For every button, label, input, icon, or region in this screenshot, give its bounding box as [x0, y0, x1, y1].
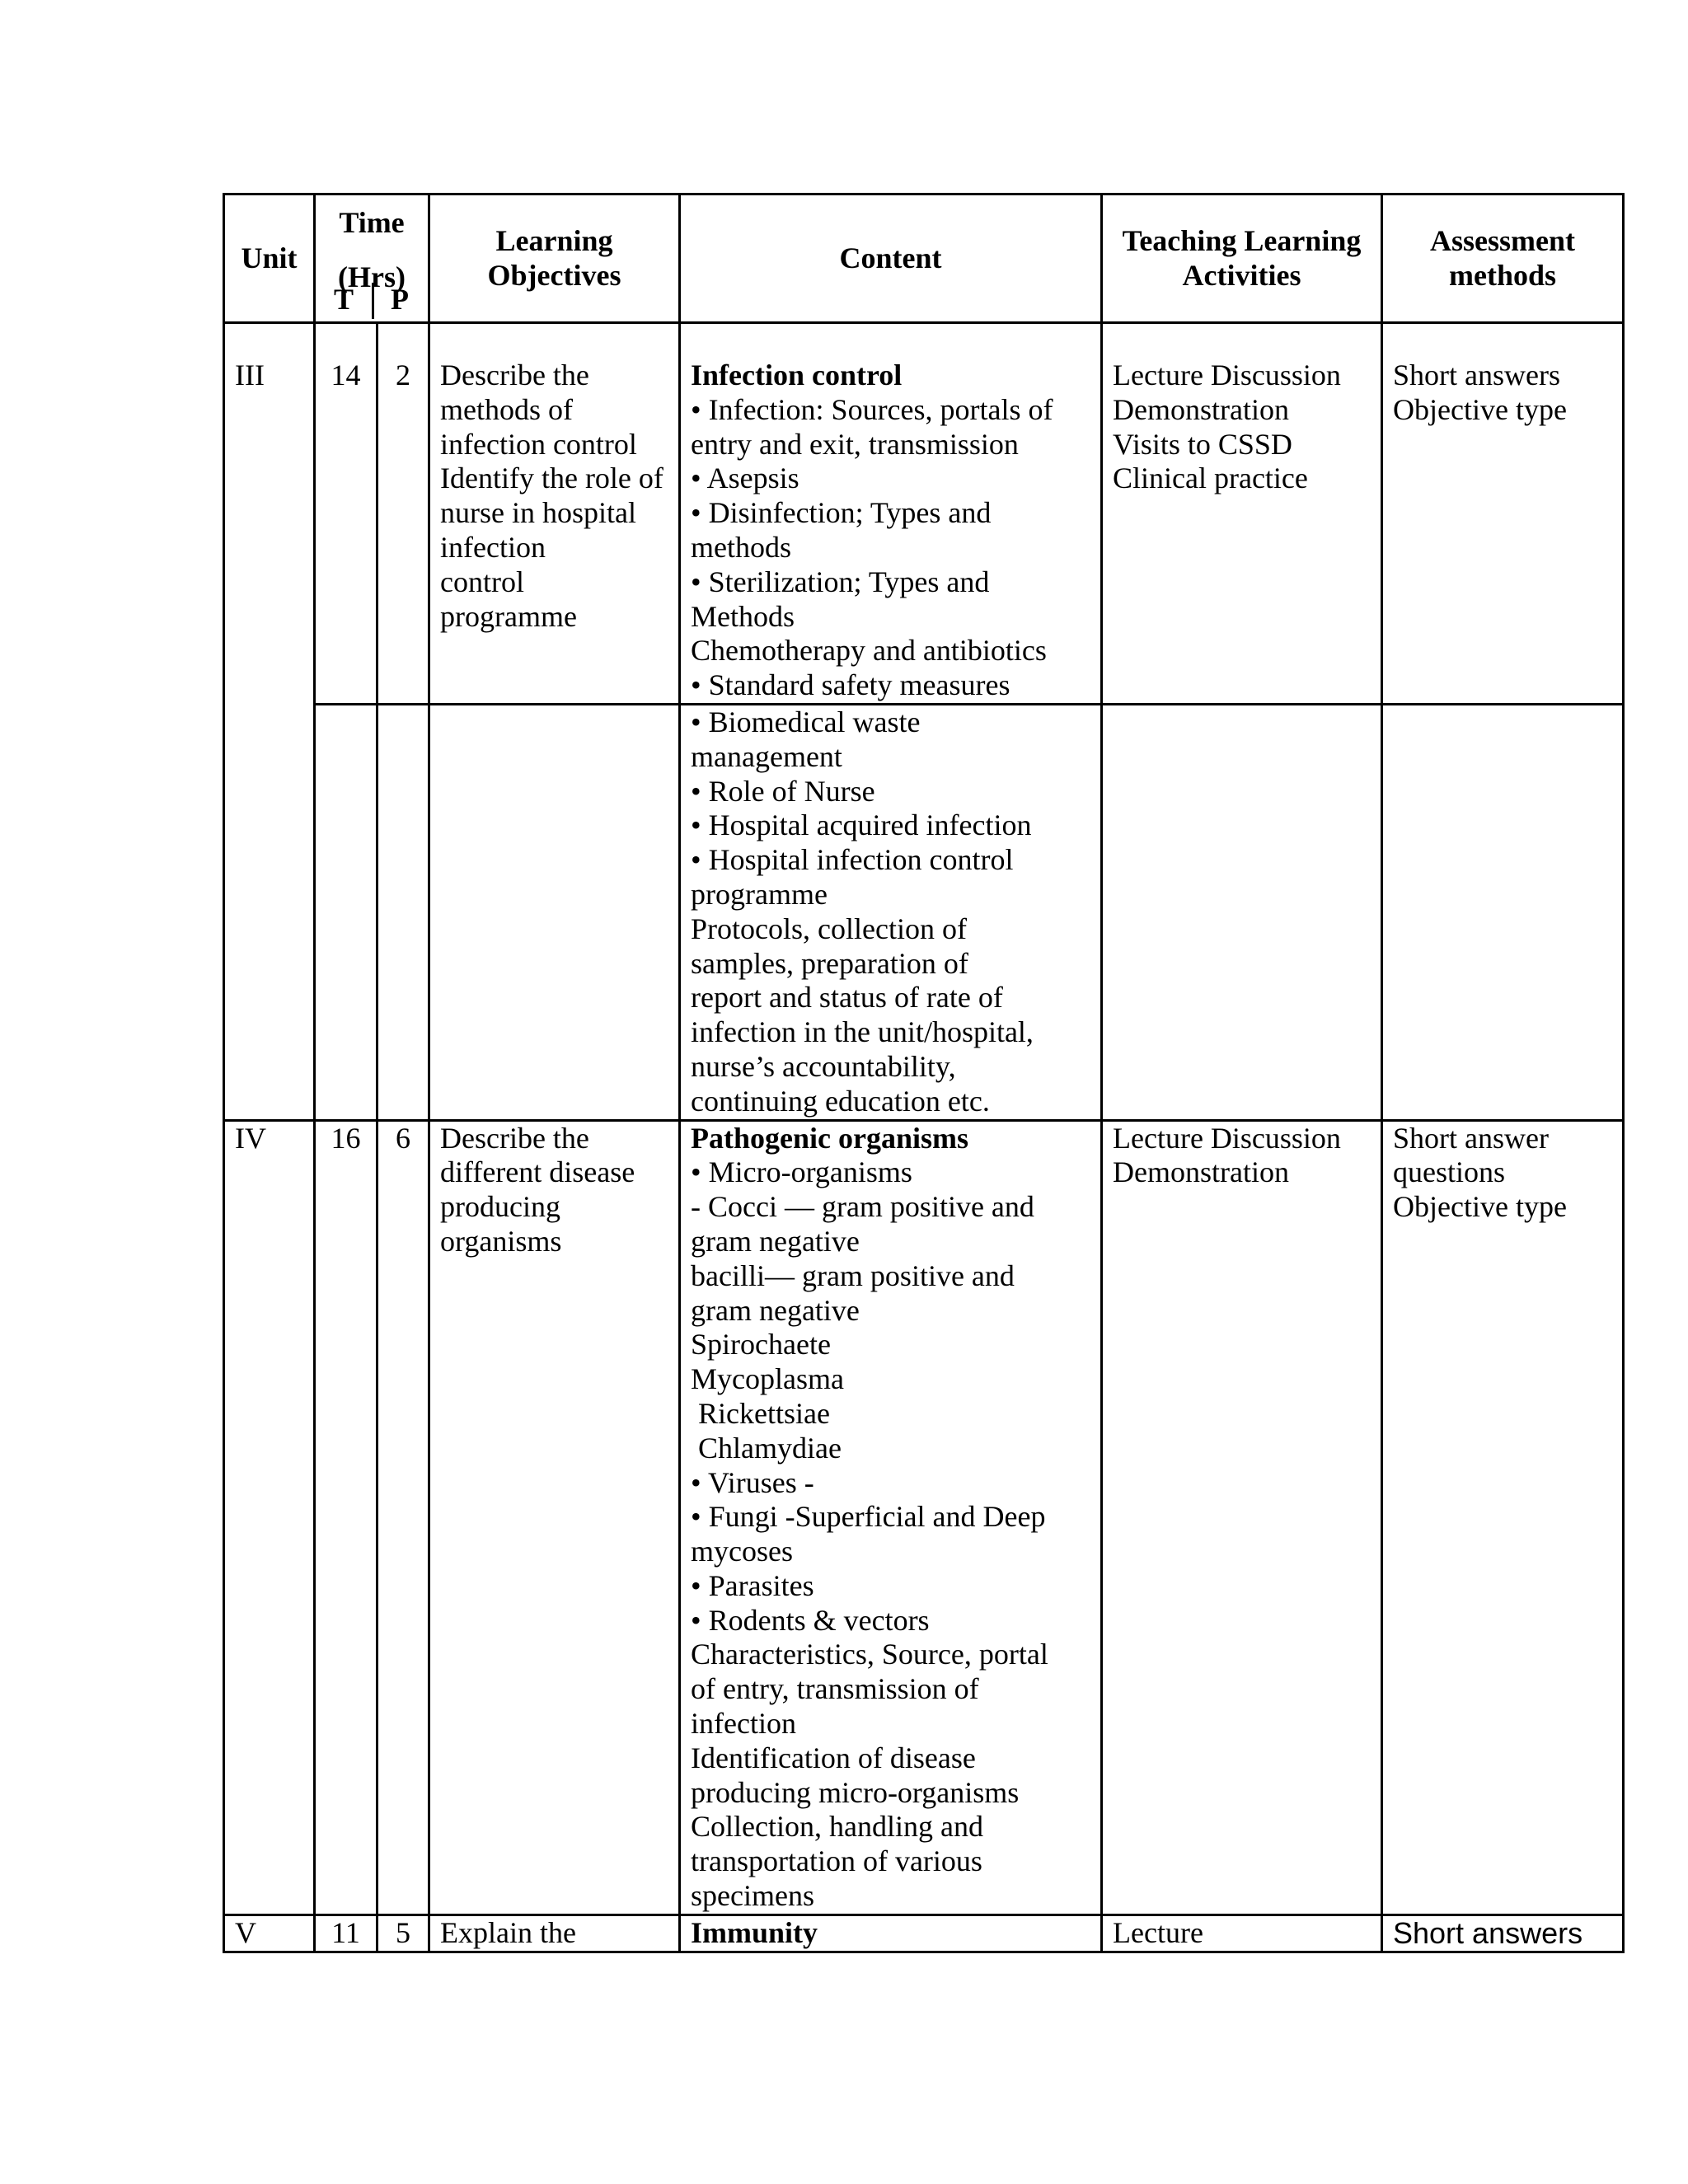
header-assessment: Assessment methods	[1382, 194, 1624, 323]
assessment-cell: Short answers Objective type	[1382, 323, 1624, 705]
header-t: T	[316, 283, 374, 319]
practical-hours-cell: 6	[377, 1120, 429, 1915]
table-row-unit-iii	[224, 323, 1624, 705]
header-hrs-label: (Hrs)	[338, 260, 406, 293]
objectives-cell: Describe the different disease producing organisms	[429, 1120, 680, 1915]
objectives-cell	[429, 704, 680, 1120]
practical-hours-cell: 5	[377, 1915, 429, 1952]
activities-cell: Lecture	[1102, 1915, 1382, 1952]
objectives-cell: Explain the	[429, 1915, 680, 1952]
content-title: Immunity	[691, 1915, 818, 1949]
assessment-cell	[1382, 704, 1624, 1120]
content-cell	[680, 1915, 1102, 1952]
content-title: Pathogenic organisms	[691, 1121, 968, 1155]
activities-cell: Lecture Discussion Demonstration Visits to CSSD Clinical practice	[1102, 323, 1382, 705]
assessment-cell: Short answer questions Objective type	[1382, 1120, 1624, 1915]
header-objectives: Learning Objectives	[429, 194, 680, 323]
content-title: Infection control	[691, 359, 903, 391]
table-row-unit-iii-continued	[224, 704, 1624, 1120]
syllabus-table	[223, 193, 1625, 1953]
header-unit: Unit	[224, 194, 315, 323]
theory-hours-cell: 14	[315, 323, 377, 705]
theory-hours-cell: 11	[315, 1915, 377, 1952]
assessment-cell: Short answers	[1382, 1915, 1624, 1952]
header-time	[315, 194, 429, 323]
activities-cell: Lecture Discussion Demonstration	[1102, 1120, 1382, 1915]
content-cell: • Biomedical waste management • Role of Nurse • Hospital acquired infection • Hospital infection control programme Protocols, collection of samples, preparation of report and status of rate of infection in the unit/hospital, nurse’s accountability, continuing education etc.	[680, 704, 1102, 1120]
content-cell: Pathogenic organisms • Micro-organisms - Cocci — gram positive and gram negative bacilli— gram positive and gram negative Spirochaete Mycoplasma Rickettsiae Chlamydiae • Viruses - • Fungi -Superficial and Deep mycoses • Parasites • Rodents & vectors Characteristics, Source, portal of entry, transmission of infection Identification of disease producing micro-organisms Collection, handling and transportation of various specimens	[680, 1120, 1102, 1915]
unit-cell: III	[224, 323, 315, 1121]
unit-cell: V	[224, 1915, 315, 1952]
header-content: Content	[680, 194, 1102, 323]
theory-hours-cell: 16	[315, 1120, 377, 1915]
header-activities: Teaching Learning Activities	[1102, 194, 1382, 323]
unit-cell: IV	[224, 1120, 315, 1915]
content-cell: Infection control • Infection: Sources, portals of entry and exit, transmission • Asepsis • Disinfection; Types and methods • Sterilization; Types and Methods Chemotherapy and antibiotics • Standard safety measures	[680, 323, 1102, 705]
header-row	[224, 194, 1624, 323]
table-row-unit-v	[224, 1915, 1624, 1952]
practical-hours-cell: 2	[377, 323, 429, 705]
theory-hours-cell	[315, 704, 377, 1120]
practical-hours-cell	[377, 704, 429, 1120]
table-row-unit-iv	[224, 1120, 1624, 1915]
activities-cell	[1102, 704, 1382, 1120]
header-time-label: Time	[339, 206, 405, 239]
objectives-cell: Describe the methods of infection control Identify the role of nurse in hospital infection control programme	[429, 323, 680, 705]
header-p: P	[391, 283, 409, 316]
